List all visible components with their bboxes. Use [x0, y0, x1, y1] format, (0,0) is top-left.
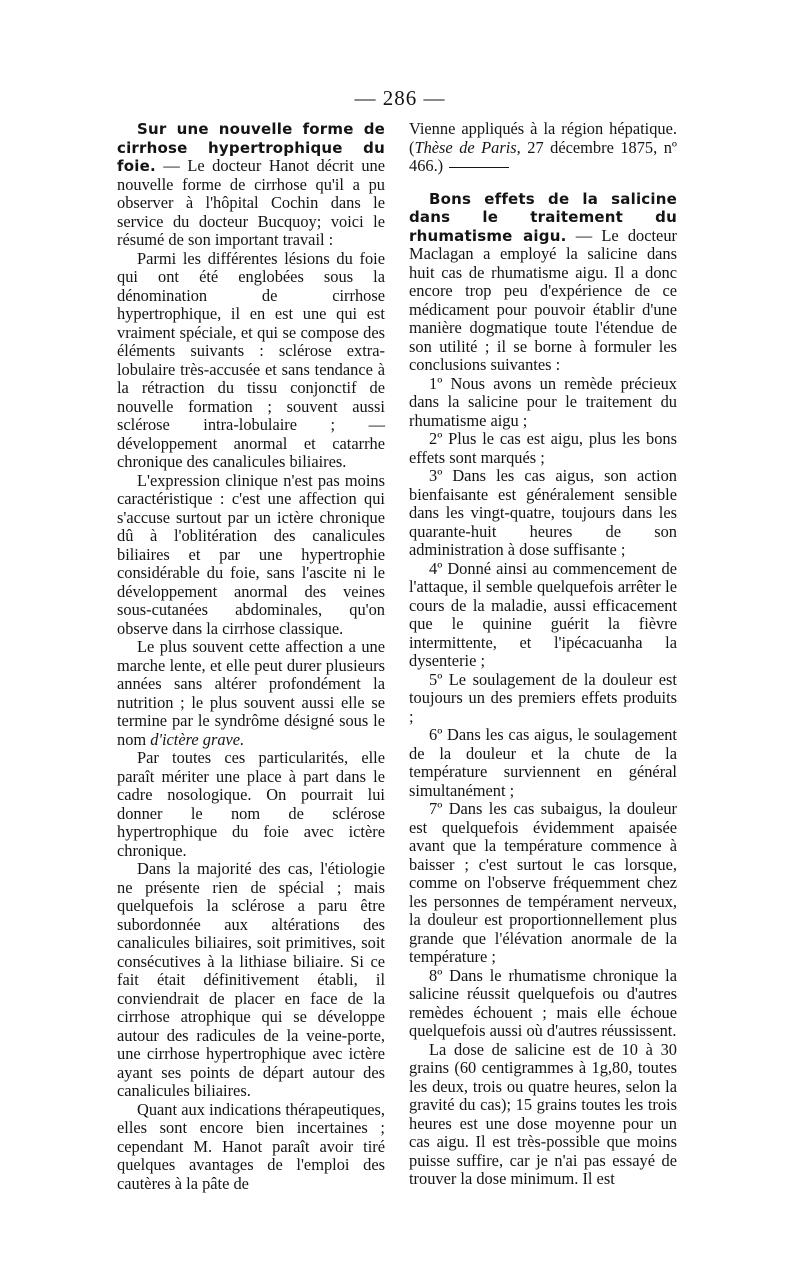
- left-column: [117, 120, 385, 1193]
- conclusion-2: 2º Plus le cas est aigu, plus les bons effets sont marqués ;: [409, 429, 677, 467]
- citation: Thèse de Paris,: [414, 137, 521, 157]
- paragraph-expression-clinique: L'expression clinique n'est pas moins caractéristique : c'est une affection qui s'accuse surtout par un ictère chronique dû à l'oblitération des canalicules biliaires et par une hypertrophie considérable du foie, sans l'ascite ni le développement anormal des veines sous-cutanées abdominales, qu'on observe dans la cirrhose classique.: [117, 470, 385, 638]
- italic-term: d'ictère grave.: [150, 729, 245, 749]
- article-cirrhose-intro: [117, 120, 385, 250]
- paragraph-indications: Quant aux indications thérapeutiques, elles sont encore bien incertaines ; cependant M. Hanot paraît avoir tiré quelques avantages de l'emploi des cautères à la pâte de: [117, 1099, 385, 1193]
- paragraph-marche-lente: [117, 638, 385, 749]
- conclusion-8: 8º Dans le rhumatisme chronique la salicine réussit quelquefois ou d'autres remèdes échouent ; mais elle échoue quelquefois aussi où d'autres réussissent.: [409, 965, 677, 1040]
- conclusion-1: 1º Nous avons un remède précieux dans la salicine pour le traitement du rhumatisme aigu ;: [409, 373, 677, 430]
- conclusion-4: 4º Donné ainsi au commencement de l'attaque, il semble quelquefois arrêter le cours de la maladie, aussi efficacement que le quinine guérit la fièvre intermittente, et l'ipécacuanha la dysenterie ;: [409, 558, 677, 670]
- article-title-cirrhose: Sur une nouvelle forme de cirrhose hypertrophique du foie.: [117, 120, 385, 175]
- conclusion-7: 7º Dans les cas subaigus, la douleur est quelquefois évidemment apaisée avant que la température commence à baisser ; c'est surtout le cas lorsque, comme on l'observe fréquemment chez les personnes de tempérament nerveux, la douleur est proportionnellement plus grande que l'élévation anormale de la température ;: [409, 799, 677, 966]
- conclusion-3: 3º Dans les cas aigus, son action bienfaisante est généralement sensible dans les vingt-quatre, toujours dans les quarante-huit heures de son administration à dose suffisante ;: [409, 466, 677, 559]
- paragraph-lesions: Parmi les différentes lésions du foie qui ont été englobées sous la dénomination de cirrhose hypertrophique, il en est une qui est vraiment spéciale, et qui se compose des éléments suivants : sclérose extra-lobulaire très-accusée et sans tendance à la rétraction du tissu conjonctif de nouvelle formation ; souvent aussi sclérose intra-lobulaire ; — développement anormal et catarrhe chronique des canalicules biliaires.: [117, 248, 385, 471]
- paragraph-etiologie: Dans la majorité des cas, l'étiologie ne présente rien de spécial ; mais quelquefois la sclérose a paru être subordonnée aux altérations des canalicules biliaires, soit primitives, soit consécutives à la lithiase biliaire. Si ce fait était définitivement établi, il conviendrait de placer en face de la cirrhose atrophique qui se développe autour des radicules de la veine-porte, une cirrhose hypertrophique avec ictère ayant ses points de départ autour des canalicules biliaires.: [117, 859, 385, 1100]
- paragraph-text: Le plus souvent cette affection a une marche lente, et elle peut durer plusieurs années sans altérer profondément la nutrition ; le plus souvent aussi elle se termine par le syndrôme désigné sous le nom: [117, 637, 385, 749]
- page-number: — 286 —: [354, 86, 446, 110]
- conclusion-6: 6º Dans les cas aigus, le soulagement de la douleur et la chute de la température surviennent en général simultanément ;: [409, 725, 677, 800]
- paragraph-continuation: [409, 120, 677, 176]
- continuation-text: Vienne appliqués à la région hépatique. (: [409, 119, 677, 157]
- right-column: [409, 120, 677, 1189]
- article-salicine-intro: [409, 190, 677, 375]
- separator-rule: [449, 167, 509, 168]
- article-intro-text: — Le docteur Maclagan a employé la salicine dans huit cas de rhumatisme aigu. Il a donc encore trop peu d'expérience de ce médicament pour pouvoir établir d'une manière dogmatique toute l'étendue de son utilité ; il se borne à formuler les conclusions suivantes :: [409, 225, 677, 374]
- spacer: [409, 176, 677, 190]
- article-title-salicine: Bons effets de la salicine dans le traitement du rhumatisme aigu.: [409, 189, 677, 245]
- continuation-text-end: 27 décembre 1875, nº 466.): [409, 137, 677, 175]
- article-intro-text: — Le docteur Hanot décrit une nouvelle forme de cirrhose qu'il a pu observer à l'hôpital Cochin dans le service du docteur Bucquoy; voici le résumé de son important travail :: [117, 156, 385, 249]
- paragraph-particularites: Par toutes ces particularités, elle paraît mériter une place à part dans le cadre nosologique. On pourrait lui donner le nom de sclérose hypertrophique du foie avec ictère chronique.: [117, 748, 385, 860]
- paragraph-dose: La dose de salicine est de 10 à 30 grains (60 centigrammes à 1g,80, toutes les deux, trois ou quatre heures, selon la gravité du cas); 15 grains toutes les trois heures est une dose moyenne pour un cas aigu. Il est très-possible que moins puisse suffire, car je n'ai pas essayé de trouver la dose minimum. Il est: [409, 1039, 677, 1188]
- conclusion-5: 5º Le soulagement de la douleur est toujours un des premiers effets produits ;: [409, 669, 677, 726]
